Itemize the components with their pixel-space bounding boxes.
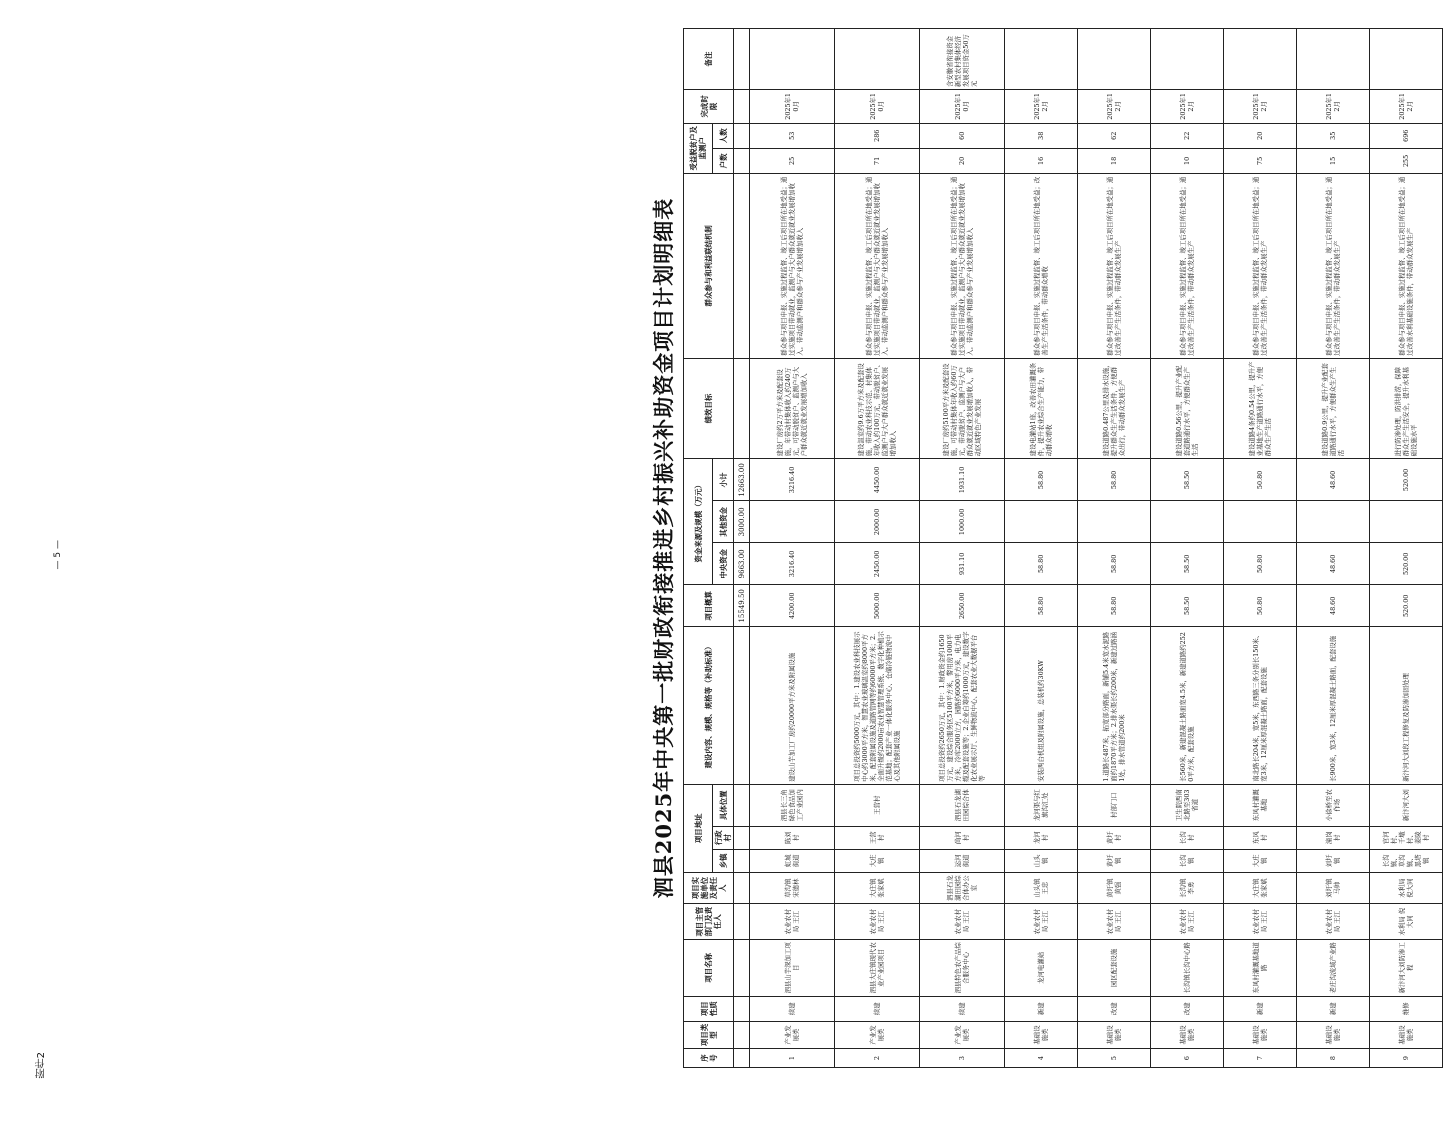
cell-type: 产业发展类 (920, 1021, 1005, 1048)
cell-name: 泗县大庄镇现代农业产业园项目 (835, 940, 920, 997)
table-row (1370, 29, 1443, 1068)
col-other: 其他资金 (713, 501, 734, 543)
totals-other: 3000.00 (734, 501, 750, 543)
table-row (920, 29, 1005, 1068)
cell-town: 刘圩镇 (1297, 849, 1370, 872)
cell-site: 龙河渠与红旗沟汇处 (1005, 784, 1078, 826)
cell-mechanism: 群众参与项目申报、实施过程监督、竣工后项目所在地受益；通过实施项目带动就业，监测户与大户群众就近就业发展增加收入。带动监测户和群众参与产业发展增加收入 (835, 174, 920, 359)
cell-nature: 续建 (750, 996, 835, 1021)
cell-note (1370, 29, 1443, 90)
cell-name: 东风村灌溉基地道路 (1224, 940, 1297, 997)
cell-town: 长沟镇、草沟镇、黑塔镇 (1370, 849, 1443, 872)
cell-town: 黄圩镇 (1078, 849, 1151, 872)
cell-total: 48.60 (1297, 585, 1370, 627)
cell-subtotal: 3216.40 (750, 459, 835, 501)
cell-seq: 4 (1005, 1049, 1078, 1068)
cell-finish: 2025年10月 (750, 90, 835, 124)
col-goal: 绩效目标 (684, 358, 734, 459)
cell-village: 龙河村 (1005, 826, 1078, 849)
cell-goal: 建设厂房约5100平方米及配套设施，可带动村集体年收入约60万元，带动脱贫户、监测户与大户群众就近就业发展增加收入，带动区域特色产业发展 (920, 358, 1005, 459)
cell-seq: 1 (750, 1049, 835, 1068)
col-mechanism: 群众参与和利益联结机制 (684, 174, 734, 359)
cell-other (750, 501, 835, 543)
cell-note (1078, 29, 1151, 90)
cell-persons: 60 (920, 123, 1005, 148)
cell-type: 基础设施类 (1297, 1021, 1370, 1048)
cell-subtotal: 48.60 (1297, 459, 1370, 501)
cell-unit: 长沟镇 李勇 (1151, 872, 1224, 903)
cell-seq: 2 (835, 1049, 920, 1068)
cell-site: 东风村灌溉基地 (1224, 784, 1297, 826)
cell-name: 老庄沟流域产业路 (1297, 940, 1370, 997)
cell-other (1297, 501, 1370, 543)
cell-content: 新汴河大刘段工程修复及防渗加固处理 (1370, 627, 1443, 784)
cell-nature: 新建 (1224, 996, 1297, 1021)
col-dept: 项目主管部门及责任人 (684, 904, 734, 940)
cell-mechanism: 群众参与项目申报、实施过程监督、竣工后项目所在地受益；通过实施项目带动就业，监测户与大户群众就近就业发展增加收入。带动监测户和群众参与产业发展增加收入 (920, 174, 1005, 359)
cell-name: 长沟镇长沟中心路 (1151, 940, 1224, 997)
table-row (835, 29, 920, 1068)
cell-nature: 改建 (1151, 996, 1224, 1021)
cell-central: 58.80 (1078, 543, 1151, 585)
document-title: 泗县2025年中央第一批财政衔接推进乡村振兴补助资金项目计划明细表 (651, 197, 676, 899)
cell-other: 2000.00 (835, 501, 920, 543)
col-type: 项目类型 (684, 1021, 734, 1048)
cell-central: 58.80 (1005, 543, 1078, 585)
cell-site: 村部门口 (1078, 784, 1151, 826)
cell-central: 3216.40 (750, 543, 835, 585)
cell-village: 潼岗村 (1297, 826, 1370, 849)
cell-finish: 2025年12月 (1370, 90, 1443, 124)
col-persons: 人数 (713, 123, 734, 148)
col-subtotal: 小计 (713, 459, 734, 501)
cell-type: 基础设施类 (1005, 1021, 1078, 1048)
cell-other (1370, 501, 1443, 543)
cell-households: 25 (750, 148, 835, 173)
cell-note (1151, 29, 1224, 90)
cell-note: 含安徽省衔接资金新型农村集体经济发展项目资金50万元 (920, 29, 1005, 90)
cell-subtotal: 50.80 (1224, 459, 1297, 501)
cell-persons: 286 (835, 123, 920, 148)
cell-name: 泗县特色农产品综合服务中心 (920, 940, 1005, 997)
cell-note (1224, 29, 1297, 90)
cell-households: 255 (1370, 148, 1443, 173)
cell-unit: 山头镇 王忠 (1005, 872, 1078, 903)
table-row (750, 29, 835, 1068)
cell-seq: 8 (1297, 1049, 1370, 1068)
cell-unit: 大庄镇 张家斌 (1224, 872, 1297, 903)
cell-dept: 农业农村局 王江 (835, 904, 920, 940)
cell-other (1224, 501, 1297, 543)
cell-site: 小徐桥至农作场 (1297, 784, 1370, 826)
cell-content: 建设山芋加工厂房约20000平方米及附属设施 (750, 627, 835, 784)
col-name: 项目名称 (684, 940, 734, 997)
cell-dept: 水利局 倪大同 (1370, 904, 1443, 940)
cell-households: 18 (1078, 148, 1151, 173)
cell-site: 泗县长三角绿色食品加工产业园内 (750, 784, 835, 826)
cell-type: 产业发展类 (835, 1021, 920, 1048)
cell-note (750, 29, 835, 90)
cell-town: 长沟镇 (1151, 849, 1224, 872)
cell-type: 基础设施类 (1370, 1021, 1443, 1048)
cell-subtotal: 58.80 (1005, 459, 1078, 501)
cell-goal: 建设电灌站1座，改善农田灌溉条件，提升农业综合生产能力，带动群众增收 (1005, 358, 1078, 459)
cell-nature: 续建 (920, 996, 1005, 1021)
cell-finish: 2025年10月 (835, 90, 920, 124)
cell-households: 15 (1297, 148, 1370, 173)
cell-central: 2450.00 (835, 543, 920, 585)
cell-name: 园区配套设施 (1078, 940, 1151, 997)
cell-central: 58.50 (1151, 543, 1224, 585)
cell-goal: 建设道路0.9公里，提升产业配套道路通行水平，方便群众生产生活 (1297, 358, 1370, 459)
cell-households: 75 (1224, 148, 1297, 173)
cell-seq: 5 (1078, 1049, 1151, 1068)
cell-unit: 大庄镇 张家斌 (835, 872, 920, 903)
cell-type: 产业发展类 (750, 1021, 835, 1048)
cell-subtotal: 58.50 (1151, 459, 1224, 501)
cell-subtotal: 520.00 (1370, 459, 1443, 501)
cell-total: 520.00 (1370, 585, 1443, 627)
cell-total: 50.80 (1224, 585, 1297, 627)
col-unit: 项目实施单位及责任人 (684, 872, 734, 903)
cell-site: 泗县石龙湖田园综合体 (920, 784, 1005, 826)
cell-finish: 2025年12月 (1078, 90, 1151, 124)
table-row (1005, 29, 1078, 1068)
table-row (1224, 29, 1297, 1068)
project-plan-table (683, 28, 1443, 1068)
cell-finish: 2025年12月 (1151, 90, 1224, 124)
cell-dept: 农业农村局 王江 (1297, 904, 1370, 940)
col-content: 建设内容、规模、规格等（补助标准） (684, 627, 734, 784)
cell-persons: 22 (1151, 123, 1224, 148)
totals-total: 15549.50 (734, 585, 750, 627)
cell-subtotal: 4450.00 (835, 459, 920, 501)
cell-mechanism: 群众参与项目申报、实施过程监督、竣工后项目所在地受益；通过实施项目带动就业，监测户与大户群众就近就业发展增加收入。带动监测户和群众参与产业发展增加收入 (750, 174, 835, 359)
cell-village: 陈刘村 (750, 826, 835, 849)
cell-total: 5000.00 (835, 585, 920, 627)
cell-other: 1000.00 (920, 501, 1005, 543)
col-seq: 序号 (684, 1049, 734, 1068)
cell-town: 山头镇 (1005, 849, 1078, 872)
totals-central: 9663.00 (734, 543, 750, 585)
cell-unit: 泗县石龙湖田园综合体办公室 (920, 872, 1005, 903)
cell-note (1005, 29, 1078, 90)
cell-type: 基础设施类 (1078, 1021, 1151, 1048)
cell-households: 16 (1005, 148, 1078, 173)
cell-town: 运河街道 (920, 849, 1005, 872)
cell-nature: 新建 (1005, 996, 1078, 1021)
cell-finish: 2025年10月 (920, 90, 1005, 124)
cell-goal: 建设道路0.56公里，提升产业配套道路通行水平，方便群众生产生活 (1151, 358, 1224, 459)
cell-mechanism: 群众参与项目申报、实施过程监督、竣工后项目所在地受益；改善生产生活条件，带动群众增收 (1005, 174, 1078, 359)
cell-total: 58.80 (1005, 585, 1078, 627)
cell-village: 黄圩村 (1078, 826, 1151, 849)
cell-goal: 建设道路4条约0.54公里，提升产业基地生产道路通行水平，方便群众生产生活 (1224, 358, 1297, 459)
cell-finish: 2025年12月 (1224, 90, 1297, 124)
cell-goal: 建设道路0.487公里及排水设施，提升群众生产生活条件，方便群众出行，带动群众发展生产 (1078, 358, 1151, 459)
cell-goal: 建设温室约9.6万平方米及配套设施，带动农业科技示范、村集体年收入约100万元，带动脱贫户、监测户与大户群众就近就业发展增加收入 (835, 358, 920, 459)
cell-subtotal: 1931.10 (920, 459, 1005, 501)
col-nature: 项目性质 (684, 996, 734, 1021)
cell-name: 新汴河大刘防渗工程 (1370, 940, 1443, 997)
cell-note (1297, 29, 1370, 90)
cell-site: 新汴河大刘 (1370, 784, 1443, 826)
page-number: — 5 — (53, 540, 63, 570)
col-households: 户数 (713, 148, 734, 173)
cell-content: 项目总投资约2650万元，其中：1.财政资金约1650万元，建设综合服务区5100平方米，警用房1000平方米，冷库2000立方，园路约6000平方米，电力电缆及配套设施等；2.企业自筹约1000万元，建设数字化农业展示厅、生鲜物流中心、配套农业大数据平台等 (920, 627, 1005, 784)
cell-total: 58.50 (1151, 585, 1224, 627)
col-central: 中央资金 (713, 543, 734, 585)
cell-goal: 建设厂房约2万平方米及配套设施，年带动村集体收入约240万元，可带动脱贫户、监测户与大户群众就近就业发展增加收入 (750, 358, 835, 459)
cell-site: 王营村 (835, 784, 920, 826)
col-note: 备注 (684, 29, 734, 90)
cell-unit: 草沟镇 宋德林 (750, 872, 835, 903)
cell-nature: 改建 (1078, 996, 1151, 1021)
cell-seq: 9 (1370, 1049, 1443, 1068)
cell-nature: 维修 (1370, 996, 1443, 1021)
cell-village: 东风村 (1224, 826, 1297, 849)
cell-village: 王营村 (835, 826, 920, 849)
cell-type: 基础设施类 (1224, 1021, 1297, 1048)
cell-content: 1.道路长487米，拓宽部分路面，新铺5.4米宽水泥路面约1870平方米；2.排水渠长约200米，新建过路涵1处，排水管道约200米 (1078, 627, 1151, 784)
cell-persons: 20 (1224, 123, 1297, 148)
cell-unit: 水利局 倪大同 (1370, 872, 1443, 903)
cell-dept: 农业农村局 王江 (920, 904, 1005, 940)
col-beneficiaries: 受益脱贫户及监测户 (684, 123, 713, 173)
cell-type: 基础设施类 (1151, 1021, 1224, 1048)
cell-content: 长560米，新建混凝土路面宽4.5米，新建道路约2520平方米，配套设施 (1151, 627, 1224, 784)
cell-dept: 农业农村局 王江 (1151, 904, 1224, 940)
cell-central: 48.60 (1297, 543, 1370, 585)
cell-other (1005, 501, 1078, 543)
totals-row (734, 29, 750, 1068)
cell-seq: 3 (920, 1049, 1005, 1068)
cell-village: 尚河村 (920, 826, 1005, 849)
cell-town: 大庄镇 (835, 849, 920, 872)
cell-persons: 62 (1078, 123, 1151, 148)
cell-content: 长900米，宽3米，12厘米厚混凝土路面，配套设施 (1297, 627, 1370, 784)
cell-nature: 续建 (835, 996, 920, 1021)
cell-village: 长沟村 (1151, 826, 1224, 849)
cell-persons: 35 (1297, 123, 1370, 148)
totals-subtotal: 12663.00 (734, 459, 750, 501)
cell-finish: 2025年12月 (1297, 90, 1370, 124)
cell-name: 龙河电灌站 (1005, 940, 1078, 997)
cell-other (1078, 501, 1151, 543)
cell-unit: 刘圩镇 马帅 (1297, 872, 1370, 903)
cell-mechanism: 群众参与项目申报、实施过程监督、竣工后项目所在地受益；通过改善水利基础设施条件，带动群众发展生产 (1370, 174, 1443, 359)
cell-content: 南北路长204米，宽5米，东西路三条分别长150米、宽3米，12厘米厚混凝土路面，配套设施 (1224, 627, 1297, 784)
col-village: 行政村 (713, 826, 734, 849)
cell-nature: 新建 (1297, 996, 1370, 1021)
cell-note (835, 29, 920, 90)
col-total: 项目概算 (684, 585, 734, 627)
col-location: 项目地址 (684, 784, 713, 872)
cell-central: 520.00 (1370, 543, 1443, 585)
cell-households: 71 (835, 148, 920, 173)
cell-mechanism: 群众参与项目申报、实施过程监督、竣工后项目所在地受益；通过改善生产生活条件，带动群众发展生产 (1151, 174, 1224, 359)
cell-dept: 农业农村局 王江 (1224, 904, 1297, 940)
cell-name: 泗县山芋深加工项目 (750, 940, 835, 997)
cell-dept: 农业农村局 王江 (1078, 904, 1151, 940)
header-row-1 (684, 29, 713, 1068)
cell-households: 20 (920, 148, 1005, 173)
cell-village: 官河村、千墩村、姜陵村 (1370, 826, 1443, 849)
cell-subtotal: 58.80 (1078, 459, 1151, 501)
cell-content: 安装两台机组及附属设施，总装机约30KW (1005, 627, 1078, 784)
cell-unit: 黄圩镇 黄强 (1078, 872, 1151, 903)
cell-dept: 农业农村局 王江 (1005, 904, 1078, 940)
cell-dept: 农业农村局 王江 (750, 904, 835, 940)
cell-site: 卫生院西南北路至303省道 (1151, 784, 1224, 826)
cell-seq: 6 (1151, 1049, 1224, 1068)
cell-persons: 696 (1370, 123, 1443, 148)
table-row (1151, 29, 1224, 1068)
cell-persons: 38 (1005, 123, 1078, 148)
cell-central: 931.10 (920, 543, 1005, 585)
attachment-label: 附件2 (36, 1052, 47, 1079)
col-finish: 完成时限 (684, 90, 734, 124)
col-funds: 资金来源及规模（万元） (684, 459, 713, 585)
col-town: 乡镇 (713, 849, 734, 872)
cell-other (1151, 501, 1224, 543)
table-row (1297, 29, 1370, 1068)
table-row (1078, 29, 1151, 1068)
cell-town: 虹城街道 (750, 849, 835, 872)
cell-mechanism: 群众参与项目申报、实施过程监督、竣工后项目所在地受益；通过改善生产生活条件，带动群众发展生产 (1297, 174, 1370, 359)
cell-mechanism: 群众参与项目申报、实施过程监督、竣工后项目所在地受益；通过改善生产生活条件，带动群众发展生产 (1078, 174, 1151, 359)
cell-goal: 进行防渗处理，防洪排涝，保障群众生产生活安全，提升水利基础设施水平 (1370, 358, 1443, 459)
cell-finish: 2025年12月 (1005, 90, 1078, 124)
cell-households: 10 (1151, 148, 1224, 173)
cell-total: 4200.00 (750, 585, 835, 627)
cell-central: 50.80 (1224, 543, 1297, 585)
cell-persons: 53 (750, 123, 835, 148)
cell-seq: 7 (1224, 1049, 1297, 1068)
cell-total: 2650.00 (920, 585, 1005, 627)
cell-town: 大庄镇 (1224, 849, 1297, 872)
col-site: 具体位置 (713, 784, 734, 826)
cell-content: 项目总投资约5000万元，其中：1.建设农业科技展示中心约3000平方米，智慧农业玻璃温室约8000平方米，配套附属设施及道路管网等约60000平方米；2.全面升级约2000亩农业智慧管理系统、数字化种植示范基地；配套产业一体化服务中心、仓储冷链物流中心及其他附属设施 (835, 627, 920, 784)
cell-total: 58.80 (1078, 585, 1151, 627)
cell-mechanism: 群众参与项目申报、实施过程监督、竣工后项目所在地受益；通过改善生产生活条件，带动群众发展生产 (1224, 174, 1297, 359)
